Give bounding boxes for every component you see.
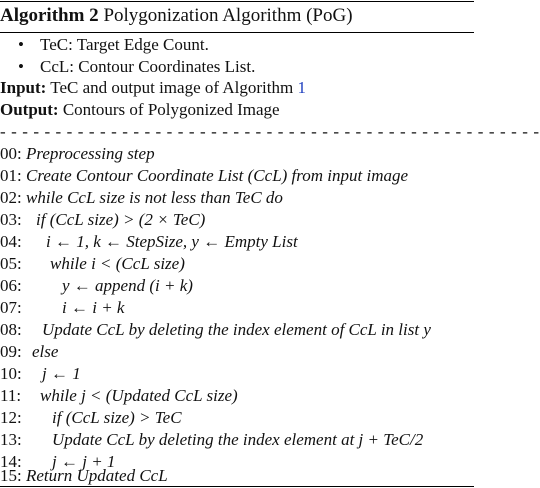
line-text: Preprocessing step [26,144,155,163]
code-line [0,364,81,384]
definition-text: TeC: Target Edge Count. [40,35,209,54]
line-number: 07: [0,298,22,317]
definition-item [18,57,255,77]
algorithm-title [0,5,353,27]
line-text: i ← 1, k ← StepSize, y ← Empty List [46,232,298,251]
line-number: 06: [0,276,22,295]
line-number: 10: [0,364,22,383]
line-text: y ← append (i + k) [62,276,193,295]
line-number: 03: [0,210,22,229]
line-number: 14: [0,452,22,471]
line-number: 04: [0,232,22,251]
line-number: 09: [0,342,22,361]
line-text: Update CcL by deleting the index element at j + TeC/2 [52,430,424,449]
line-text: Update CcL by deleting the index element of CcL in list y [42,320,431,339]
bottom-rule [0,486,474,487]
code-line [0,188,283,208]
algorithm-label: Algorithm 2 [0,5,99,26]
line-text: Return Updated CcL [26,466,168,485]
definition-item [18,35,209,55]
line-text: while j < (Updated CcL size) [40,386,238,405]
definition-text: CcL: Contour Coordinates List. [40,57,256,76]
line-text: i ← i + k [62,298,125,317]
line-text: else [32,342,59,361]
line-text: if (CcL size) > TeC [52,408,182,427]
line-number: 00: [0,144,22,163]
input-line [0,78,306,98]
output-text: Contours of Polygonized Image [62,100,280,119]
algorithm-name: Polygonization Algorithm (PoG) [103,5,353,26]
line-number: 05: [0,254,22,273]
line-text: j ← 1 [42,364,81,383]
line-text: if (CcL size) > (2 × TeC) [36,210,206,229]
line-text: while CcL size is not less than TeC do [26,188,283,207]
code-line [0,276,193,296]
code-line [0,466,168,486]
code-line [0,408,182,428]
code-line [0,210,205,230]
output-label: Output: [0,100,59,119]
line-number: 08: [0,320,22,339]
code-line [0,232,298,252]
code-line [0,386,238,406]
output-line [0,100,280,120]
input-label: Input: [0,78,47,97]
title-rule [0,32,474,33]
top-rule [0,1,474,2]
bullet-icon: • [18,57,24,76]
code-line [0,298,124,318]
line-text: while i < (CcL size) [50,254,185,273]
line-text: j ← j + 1 [52,452,116,471]
line-number: 01: [0,166,22,185]
algorithm-reference-link[interactable]: 1 [297,78,306,97]
dashed-separator: - - - - - - - - - - - - - - - - - - - - - - - - - - - - - - - - - - - - - - - - - - - - - - - - - [0,122,540,141]
bullet-icon: • [18,35,24,54]
input-text: TeC and output image of Algorithm [50,78,294,97]
line-text: Create Contour Coordinate List (CcL) from input image [26,166,409,185]
code-line [0,144,155,164]
line-number: 11: [0,386,22,405]
code-line [0,320,431,340]
code-line [0,430,423,450]
code-line [0,342,58,362]
line-number: 02: [0,188,22,207]
code-line [0,166,408,186]
code-line [0,254,185,274]
line-number: 13: [0,430,22,449]
line-number: 12: [0,408,22,427]
line-number: 15: [0,466,22,485]
